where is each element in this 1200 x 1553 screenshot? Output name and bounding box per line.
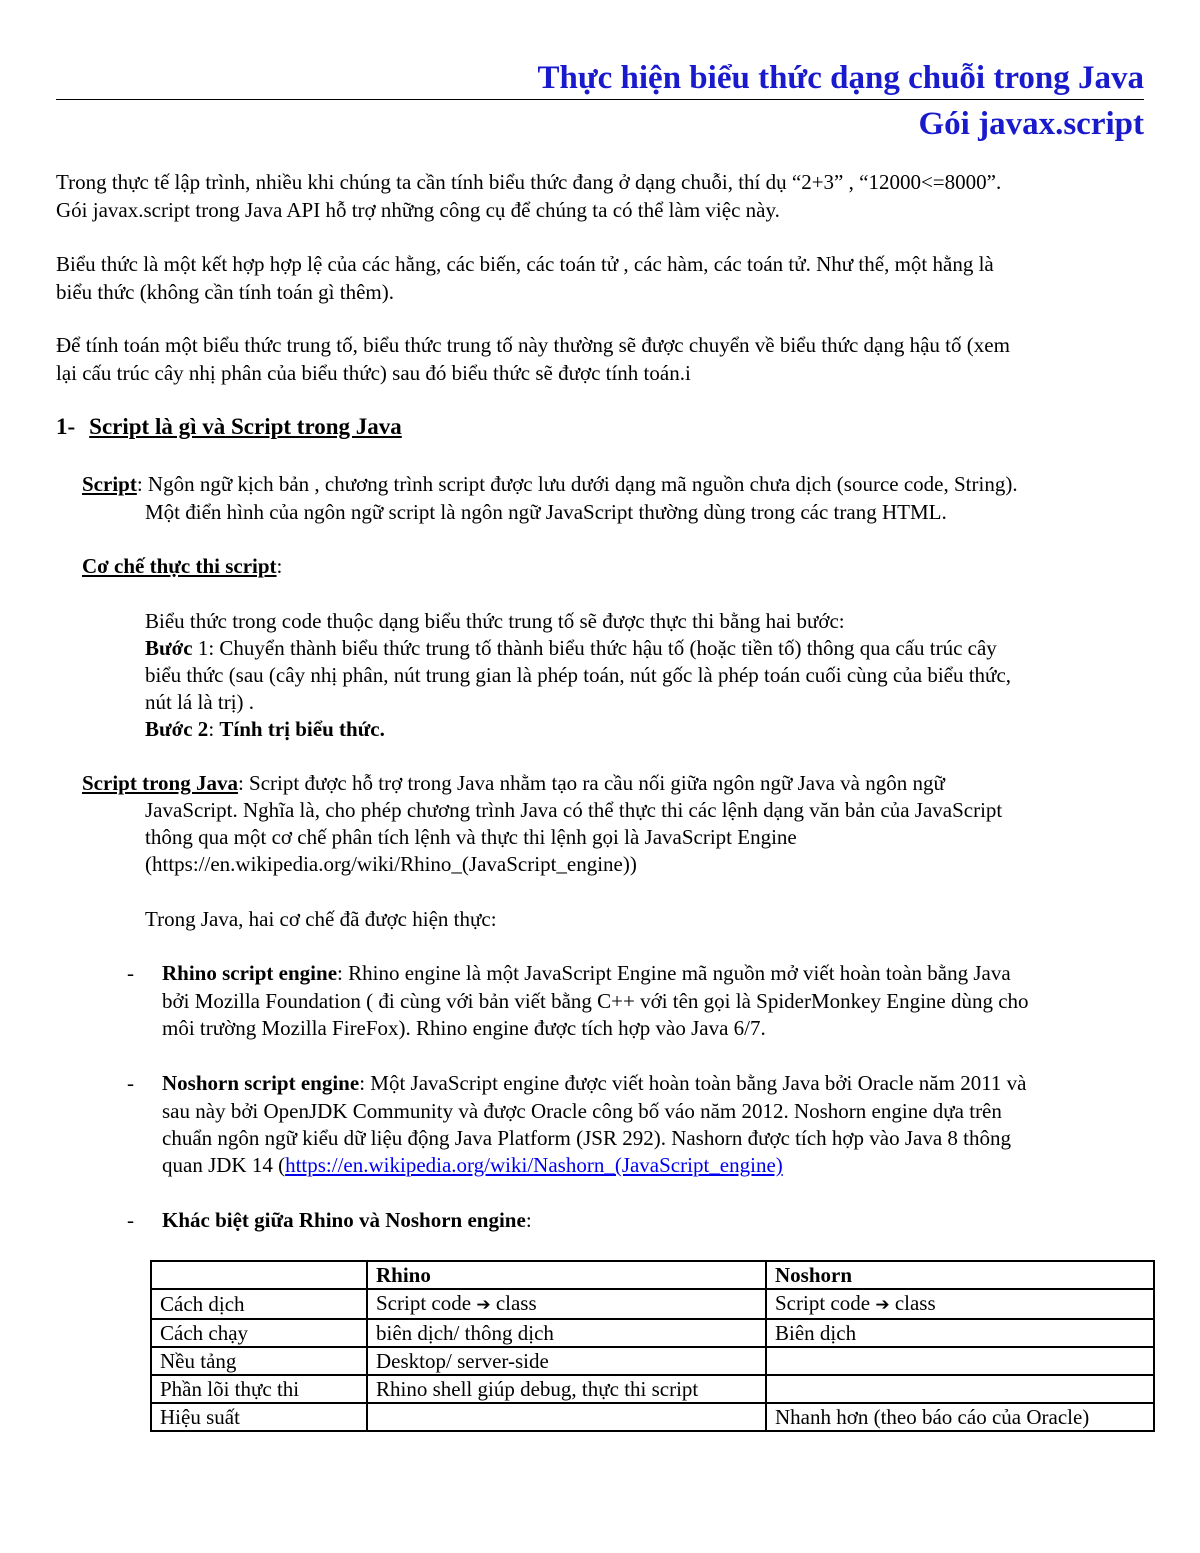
table-cell: Hiệu suất: [151, 1403, 367, 1431]
table-cell: biên dịch/ thông dịch: [367, 1319, 766, 1347]
table-row: [151, 1375, 1154, 1403]
diff-term: Khác biệt giữa Rhino và Noshorn engine: [162, 1208, 526, 1232]
mechanism-line1: Biểu thức trong code thuộc dạng biểu thức trung tố sẽ được thực thi bằng hai bước:: [145, 609, 845, 633]
mechanism-heading: [82, 552, 282, 580]
script-java-term: Script trong Java: [82, 771, 238, 795]
step1-line3: nút lá là trị) .: [145, 690, 255, 714]
step1-line1: [145, 634, 997, 662]
cell-text: class: [894, 1291, 936, 1315]
bullet-dash: -: [127, 961, 134, 985]
table-cell: Desktop/ server-side: [367, 1347, 766, 1375]
rhino-line1: [162, 959, 1011, 987]
step1-text: 1: Chuyển thành biểu thức trung tố thành biểu thức hậu tố (hoặc tiền tố) thông qua cấu trúc cây: [192, 636, 997, 660]
document-subtitle: Gói javax.script: [918, 106, 1144, 142]
step2-text: Tính trị biểu thức.: [219, 717, 385, 741]
nashorn-term: Noshorn script engine: [162, 1071, 360, 1095]
intro-p2-line1: Biểu thức là một kết hợp hợp lệ của các hằng, các biến, các toán tử , các hàm, các toán tử. Như thế, một hằng là: [56, 252, 994, 276]
table-row: [151, 1319, 1154, 1347]
mechanism-colon: :: [276, 554, 283, 578]
script-java-line2: JavaScript. Nghĩa là, cho phép chương trình Java có thể thực thi các lệnh dạng văn bản của JavaScript: [145, 798, 1003, 822]
table-cell: [766, 1289, 1154, 1319]
nashorn-line1: [162, 1069, 1026, 1097]
table-header-cell: [151, 1261, 367, 1289]
table-cell: [766, 1347, 1154, 1375]
table-row: [151, 1347, 1154, 1375]
script-java-line5: Trong Java, hai cơ chế đã được hiện thực:: [145, 907, 497, 931]
title-rule: [56, 99, 1144, 100]
comparison-table: [150, 1260, 1155, 1432]
step2-line: [145, 715, 385, 743]
mechanism-term: Cơ chế thực thi script: [82, 554, 277, 578]
script-java-line4: (https://en.wikipedia.org/wiki/Rhino_(JavaScript_engine)): [145, 852, 637, 876]
cell-text: class: [495, 1291, 537, 1315]
script-term: Script: [82, 472, 137, 496]
table-cell: Nều tảng: [151, 1347, 367, 1375]
right-arrow-icon: ➔: [476, 1295, 491, 1315]
rhino-text: : Rhino engine là một JavaScript Engine mã nguồn mở viết hoàn toàn bằng Java: [337, 961, 1011, 985]
section-number: 1-: [56, 414, 76, 439]
table-cell: [367, 1403, 766, 1431]
bullet-dash: -: [127, 1071, 134, 1095]
intro-p1-line1: Trong thực tế lập trình, nhiều khi chúng ta cần tính biểu thức đang ở dạng chuỗi, thí dụ “2+3” , “12000<=8000”.: [56, 170, 1002, 194]
document-title: Thực hiện biểu thức dạng chuỗi trong Java: [537, 60, 1144, 96]
table-header-cell: Rhino: [367, 1261, 766, 1289]
script-java-line1: [82, 769, 945, 797]
section-label: Script là gì và Script trong Java: [89, 414, 402, 439]
rhino-line2: bởi Mozilla Foundation ( đi cùng với bản viết bằng C++ với tên gọi là SpiderMonkey Engine dùng cho: [162, 989, 1029, 1013]
intro-p3-line1: Để tính toán một biểu thức trung tố, biểu thức trung tố này thường sẽ được chuyển về biểu thức dạng hậu tố (xem: [56, 333, 1010, 357]
nashorn-line2: sau này bởi OpenJDK Community và được Oracle công bố váo năm 2012. Noshorn engine dựa trên: [162, 1099, 1002, 1123]
table-header-cell: Noshorn: [766, 1261, 1154, 1289]
nashorn-wiki-link[interactable]: https://en.wikipedia.org/wiki/Nashorn_(JavaScript_engine): [285, 1153, 783, 1177]
intro-p3-line2: lại cấu trúc cây nhị phân của biểu thức) sau đó biểu thức sẽ được tính toán.i: [56, 361, 691, 385]
script-def-text: : Ngôn ngữ kịch bản , chương trình script được lưu dưới dạng mã nguồn chưa dịch (source code, String).: [136, 472, 1018, 496]
script-java-line3: thông qua một cơ chế phân tích lệnh và thực thi lệnh gọi là JavaScript Engine: [145, 825, 797, 849]
table-cell: Biên dịch: [766, 1319, 1154, 1347]
intro-p2-line2: biểu thức (không cần tính toán gì thêm).: [56, 280, 394, 304]
table-cell: Rhino shell giúp debug, thực thi script: [367, 1375, 766, 1403]
rhino-term: Rhino script engine: [162, 961, 338, 985]
nashorn-line4: [162, 1151, 783, 1179]
step2-label: Bước 2: [145, 717, 209, 741]
step2-colon: :: [208, 717, 220, 741]
table-row: [151, 1403, 1154, 1431]
cell-text: Script code: [775, 1291, 876, 1315]
script-java-text: : Script được hỗ trợ trong Java nhằm tạo ra cầu nối giữa ngôn ngữ Java và ngôn ngữ: [237, 771, 945, 795]
nashorn-line4-prefix: quan JDK 14 (: [162, 1153, 286, 1177]
script-def-line1: [82, 470, 1018, 498]
table-cell: Nhanh hơn (theo báo cáo của Oracle): [766, 1403, 1154, 1431]
right-arrow-icon: ➔: [875, 1295, 890, 1315]
step1-label: Bước: [145, 636, 193, 660]
cell-text: Script code: [376, 1291, 477, 1315]
table-cell: [766, 1375, 1154, 1403]
table-row: [151, 1289, 1154, 1319]
rhino-line3: môi trường Mozilla FireFox). Rhino engine được tích hợp vào Java 6/7.: [162, 1016, 766, 1040]
table-cell: [367, 1289, 766, 1319]
diff-colon: :: [525, 1208, 532, 1232]
script-def-line2: Một điển hình của ngôn ngữ script là ngôn ngữ JavaScript thường dùng trong các trang HTML.: [145, 500, 947, 524]
table-header-row: [151, 1261, 1154, 1289]
table-cell: Cách chạy: [151, 1319, 367, 1347]
table-cell: Phần lõi thực thi: [151, 1375, 367, 1403]
bullet-dash: -: [127, 1208, 134, 1232]
intro-p1-line2: Gói javax.script trong Java API hỗ trợ những công cụ để chúng ta có thể làm việc này.: [56, 198, 780, 222]
section-heading-1: [56, 412, 402, 442]
step1-line2: biểu thức (sau (cây nhị phân, nút trung gian là phép toán, nút gốc là phép toán cuối cùng của biểu thức,: [145, 663, 1012, 687]
nashorn-line3: chuẩn ngôn ngữ kiểu dữ liệu động Java Platform (JSR 292). Nashorn được tích hợp vào Java 8 thông: [162, 1126, 1011, 1150]
nashorn-text: : Một JavaScript engine được viết hoàn toàn bằng Java bởi Oracle năm 2011 và: [359, 1071, 1027, 1095]
diff-heading: [162, 1206, 532, 1234]
table-cell: Cách dịch: [151, 1289, 367, 1319]
